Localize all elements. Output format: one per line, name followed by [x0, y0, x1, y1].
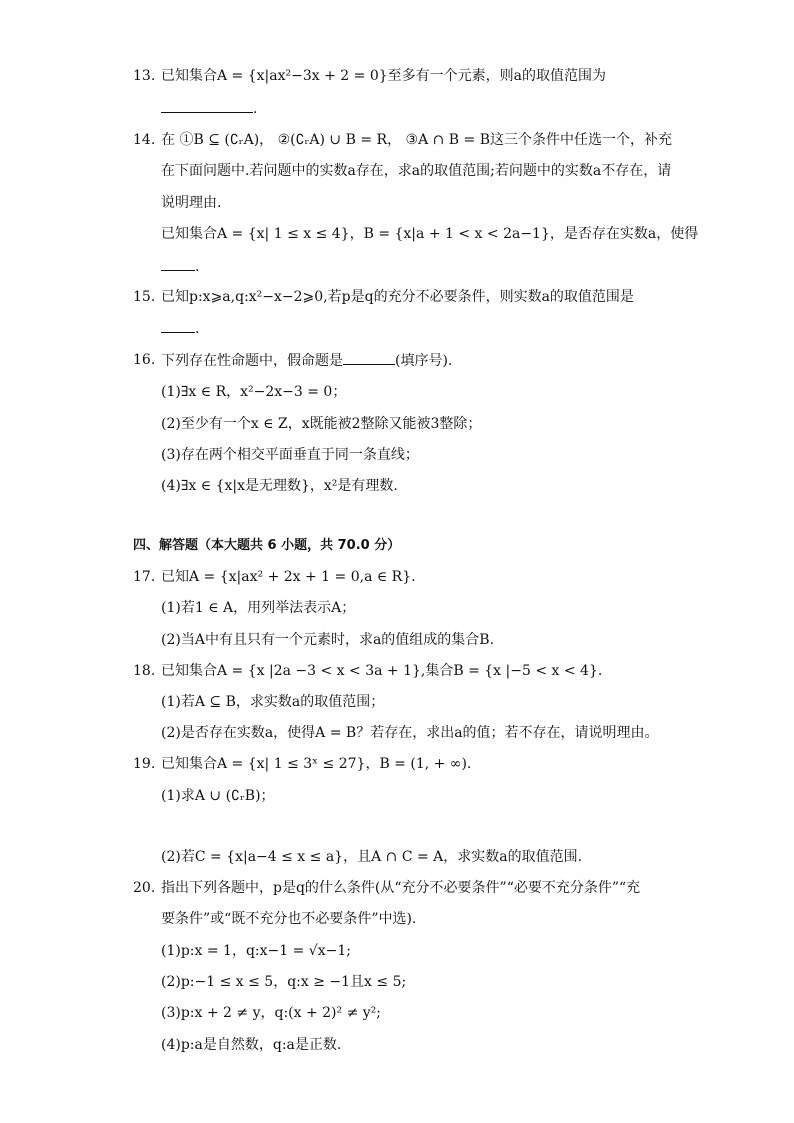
- question-number: 18.: [133, 663, 156, 679]
- question-number: 19.: [133, 756, 156, 772]
- question-17-item-1: (1)若1 ∈ A，用列举法表示A；: [161, 600, 356, 616]
- question-number: 14.: [133, 132, 156, 148]
- question-17-text: 已知A = {x|ax² + 2x + 1 = 0,a ∈ R}.: [161, 569, 416, 585]
- answer-blank[interactable]: [161, 318, 195, 333]
- question-18-item-2: (2)是否存在实数a，使得A = B？若存在，求出a的值；若不存在，请说明理由。: [161, 725, 659, 741]
- answer-blank[interactable]: [161, 256, 195, 271]
- question-20-line-2: 要条件”或“既不充分也不必要条件”中选).: [161, 911, 417, 927]
- question-number: 15.: [133, 289, 156, 305]
- question-number: 13.: [133, 68, 156, 84]
- question-17-item-2: (2)当A中有且只有一个元素时，求a的值组成的集合B.: [161, 632, 495, 648]
- question-number: 20.: [133, 880, 156, 896]
- question-14-answer-line: .: [161, 256, 199, 277]
- question-20-item-4: (4)p:a是自然数，q:a是正数.: [161, 1037, 342, 1053]
- question-20-item-1: (1)p:x = 1，q:x−1 = √x−1;: [161, 943, 351, 959]
- question-18-item-1: (1)若A ⊆ B，求实数a的取值范围；: [161, 694, 385, 710]
- question-18-text: 已知集合A = {x |2a −3 < x < 3a + 1},集合B = {x |−5 < x < 4}.: [161, 663, 603, 679]
- question-20-line-1: 指出下列各题中，p是q的什么条件(从“充分不必要条件”“必要不充分条件”“充: [161, 880, 641, 896]
- question-20-item-2: (2)p:−1 ≤ x ≤ 5，q:x ≥ −1且x ≤ 5;: [161, 974, 407, 990]
- question-16-text: 下列存在性命题中，假命题是 (填序号).: [161, 350, 452, 371]
- question-14-line-3: 说明理由.: [161, 195, 222, 211]
- question-16-item-1: (1)∃x ∈ R，x²−2x−3 = 0；: [161, 384, 347, 400]
- question-13-text: 已知集合A = {x|ax²−3x + 2 = 0}至多有一个元素，则a的取值范围为: [161, 68, 606, 84]
- answer-blank[interactable]: [343, 350, 395, 365]
- question-14-line-1: 在 ①B ⊆ (∁ᵣA)， ②(∁ᵣA) ∪ B = R， ③A ∩ B = B这三个条件中任选一个，补充: [161, 132, 673, 148]
- question-16-item-4: (4)∃x ∈ {x|x是无理数}，x²是有理数.: [161, 478, 398, 494]
- question-number: 17.: [133, 569, 156, 585]
- question-19-text: 已知集合A = {x| 1 ≤ 3ˣ ≤ 27}，B = (1, + ∞).: [161, 756, 472, 772]
- question-15-answer-line: .: [161, 318, 199, 339]
- question-13-answer-line: .: [161, 98, 257, 119]
- section-heading: 四、解答题（本大题共 6 小题，共 70.0 分）: [133, 538, 401, 553]
- answer-blank[interactable]: [161, 98, 253, 113]
- question-15-text: 已知p:x⩾a,q:x²−x−2⩾0,若p是q的充分不必要条件，则实数a的取值范围是: [161, 289, 634, 305]
- question-14-line-4: 已知集合A = {x| 1 ≤ x ≤ 4}，B = {x|a + 1 < x < 2a−1}，是否存在实数a，使得: [161, 226, 699, 242]
- question-16-item-2: (2)至少有一个x ∈ Z，x既能被2整除又能被3整除；: [161, 416, 482, 432]
- question-19-item-2: (2)若C = {x|a−4 ≤ x ≤ a}，且A ∩ C = A，求实数a的取值范围.: [161, 849, 583, 865]
- question-16-item-3: (3)存在两个相交平面垂直于同一条直线；: [161, 447, 419, 463]
- question-20-item-3: (3)p:x + 2 ≠ y，q:(x + 2)² ≠ y²;: [161, 1005, 382, 1021]
- question-number: 16.: [133, 352, 156, 368]
- question-19-item-1: (1)求A ∪ (∁ᵣB)；: [161, 788, 275, 804]
- question-14-line-2: 在下面问题中.若问题中的实数a存在，求a的取值范围;若问题中的实数a不存在，请: [161, 163, 672, 179]
